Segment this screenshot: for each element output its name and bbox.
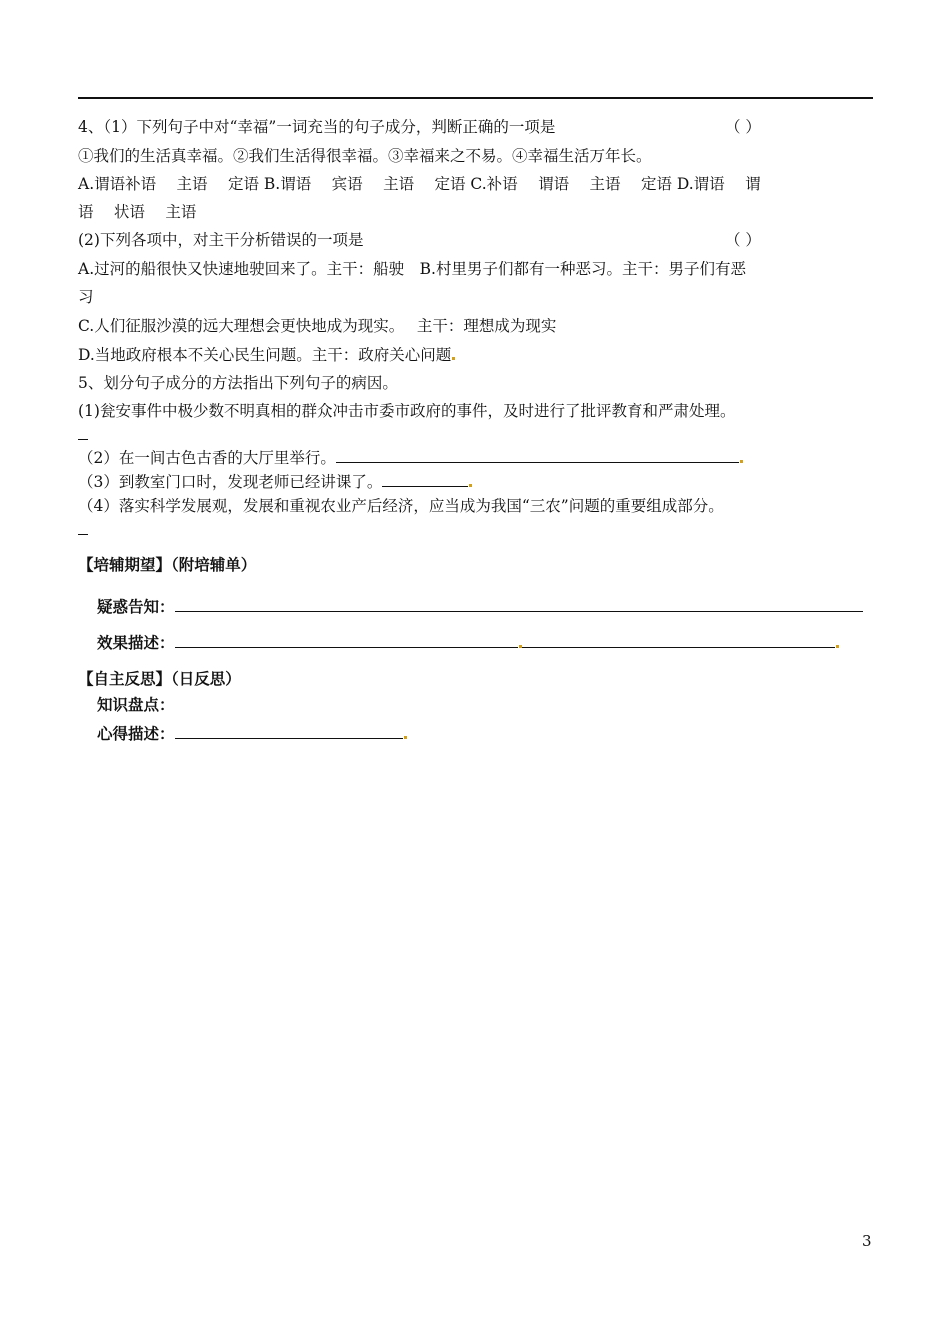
q5-item-1-text: (1)瓮安事件中极少数不明真相的群众冲击市委市政府的事件，及时进行了批评教育和严肃处理。 xyxy=(78,402,736,420)
q5-title: 5、划分句子成分的方法指出下列句子的病因。 xyxy=(78,374,398,392)
q4-options: A.谓语补语 主语 定语 B.谓语 宾语 主语 定语 C.补语 谓语 主语 定语 D.谓语 谓 xyxy=(78,175,761,193)
header-rule xyxy=(78,97,873,99)
insight-field[interactable] xyxy=(175,722,403,739)
q5-item-2 xyxy=(78,446,743,469)
effect-label: 效果描述： xyxy=(97,633,175,652)
knowledge-row xyxy=(97,694,175,716)
q5-item-3-text: （3）到教室门口时，发现老师已经讲课了。 xyxy=(78,473,383,491)
expect-heading: 【培辅期望】（附培辅单） xyxy=(78,555,257,574)
page-number: 3 xyxy=(862,1232,872,1250)
knowledge-label: 知识盘点： xyxy=(97,695,175,714)
q4-answer-paren-1: （ ） xyxy=(725,118,761,136)
answer-blank[interactable] xyxy=(336,446,739,463)
answer-blank[interactable] xyxy=(382,470,468,487)
q4-part2-line xyxy=(78,229,761,251)
q4-part2-option-c: C.人们征服沙漠的远大理想会更快地成为现实。 主干：理想成为现实 xyxy=(78,317,557,335)
q4-part2-prompt: (2)下列各项中，对主干分析错误的一项是 xyxy=(78,231,364,249)
doubt-row xyxy=(97,595,863,618)
q4-line-1 xyxy=(78,116,761,138)
q4-part2-option-b-cont: 习 xyxy=(78,288,94,306)
mark-icon xyxy=(469,484,472,487)
mark-icon xyxy=(740,460,743,463)
q5-item-4: （4）落实科学发展观，发展和重视农业产后经济，应当成为我国“三农”问题的重要组成部分。 xyxy=(78,497,724,515)
mark-icon xyxy=(404,736,407,739)
q5-item-4-answer[interactable] xyxy=(78,519,88,541)
answer-blank[interactable] xyxy=(78,429,88,440)
q4-part2-option-d-text: D.当地政府根本不关心民生问题。主干：政府关心问题 xyxy=(78,346,452,364)
q4-answer-paren-2: （ ） xyxy=(725,231,761,249)
q4-sentences: ①我们的生活真幸福。②我们生活得很幸福。③幸福来之不易。④幸福生活万年长。 xyxy=(78,147,652,165)
q4-prompt: 4、（1）下列句子中对“幸福”一词充当的句子成分，判断正确的一项是 xyxy=(78,118,556,136)
q5-item-2-text: （2）在一间古色古香的大厅里举行。 xyxy=(78,449,336,467)
mark-icon xyxy=(836,645,839,648)
doubt-label: 疑惑告知： xyxy=(97,597,175,616)
answer-blank[interactable] xyxy=(78,524,88,535)
q4-part2-option-ab-text: A.过河的船很快又快速地驶回来了。主干：船驶 B.村里男子们都有一种恶习。主干：男子们有恶 xyxy=(78,260,746,278)
doubt-field[interactable] xyxy=(175,595,863,612)
q4-options-cont: 语 状语 主语 xyxy=(78,203,197,221)
q4-part2-option-ab xyxy=(78,258,746,280)
effect-field-1[interactable] xyxy=(175,631,518,648)
q4-part2-option-d xyxy=(78,344,455,366)
insight-label: 心得描述： xyxy=(97,724,175,743)
q5-item-3 xyxy=(78,470,472,493)
effect-field-2[interactable] xyxy=(522,631,835,648)
insight-row xyxy=(97,722,407,745)
effect-row xyxy=(97,631,839,654)
q5-item-1-answer[interactable] xyxy=(78,424,88,446)
reflect-heading: 【自主反思】（日反思） xyxy=(78,669,241,688)
mark-icon xyxy=(452,357,455,360)
q5-item-1 xyxy=(78,400,735,422)
